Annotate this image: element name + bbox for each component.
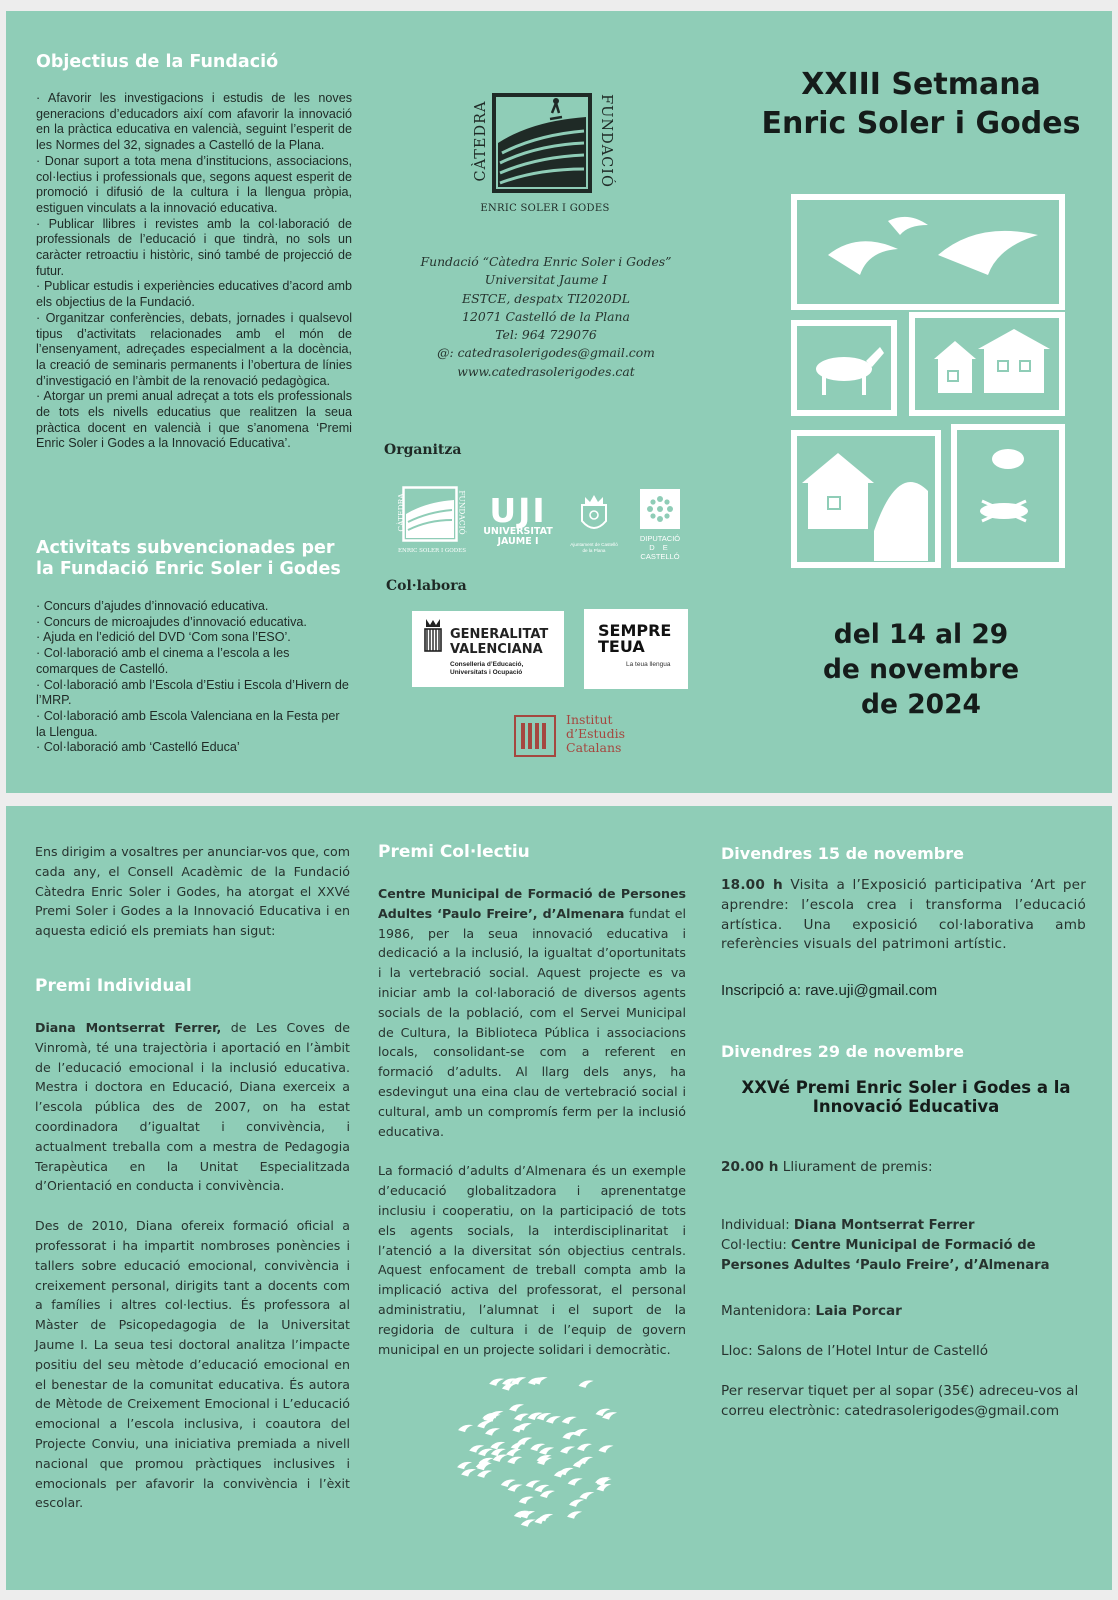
winners-list xyxy=(721,1216,1086,1275)
activitats-list xyxy=(36,599,352,756)
ajuntament-logo: Ajuntament de Castelló de la Plana xyxy=(568,491,620,554)
individual-value: Diana Montserrat Ferrer xyxy=(793,1218,975,1233)
activitats-item: · Col·laboració amb l’Escola d’Estiu i Escola d’Hivern de l’MRP. xyxy=(36,677,349,708)
gva-line2: VALENCIANA xyxy=(450,642,543,657)
bird-shape xyxy=(598,1445,613,1452)
activitats-item: · Col·laboració amb Escola Valenciana en la Festa per la Llengua. xyxy=(36,708,340,739)
day1-heading: Divendres 15 de novembre xyxy=(721,844,964,863)
col-labora-label: Col·labora xyxy=(386,578,467,594)
sempre-line2: TEUA xyxy=(598,637,645,656)
iec-emblem-icon xyxy=(514,715,556,757)
bird-shape xyxy=(602,1412,617,1419)
bird-shape xyxy=(490,1442,505,1449)
bird-shape xyxy=(579,1380,594,1387)
bird-shape xyxy=(477,1470,492,1477)
collectiu-label: Col·lectiu: xyxy=(721,1237,791,1253)
day2-title xyxy=(721,1078,1091,1116)
coat-of-arms-icon xyxy=(577,491,611,537)
bird-shape xyxy=(577,1444,592,1451)
bird-shape xyxy=(579,1492,594,1499)
collectiu-name: Centre Municipal de Formació de Persones Adultes ‘Paulo Freire’, d’Almenara xyxy=(378,886,686,921)
day2-description: Lliurament de premis: xyxy=(778,1159,933,1175)
bird-shape xyxy=(477,1421,492,1428)
mantenidora-label: Mantenidora: xyxy=(721,1303,816,1319)
bird-shape xyxy=(461,1469,476,1476)
activitats-item: · Concurs de microajudes d’innovació educativa. xyxy=(36,614,307,629)
day2-title-line2: Innovació Educativa xyxy=(812,1097,1000,1116)
bird-shape xyxy=(539,1447,554,1454)
individual-p1: de Les Coves de Vinromà, té una trajectòria i aportació en l’àmbit de l’educació emocional i la inclusió educativa. Mestra i doctora en Educació, Diana exerceix a l’escola pública des de 2007, on ha estat coordinadora d’igualtat i convivència, i actualment treballa com a mestra de Pedagogia Terapèutica en la Unitat Especialitzada d’Orientació en conducta i convivència. xyxy=(35,1020,350,1194)
objectius-item: · Publicar estudis i experiències educatives d’acord amb els objectius de la Fundació. xyxy=(36,279,352,310)
iec-line3: Catalans xyxy=(566,740,622,755)
bird-shape xyxy=(573,1460,588,1467)
dates-line2: de novembre xyxy=(822,654,1020,685)
sempre-line1: SEMPRE xyxy=(598,621,672,640)
field-engraving-icon xyxy=(492,93,592,193)
bird-shape xyxy=(485,1428,500,1435)
bird-shape xyxy=(567,1511,582,1518)
catedra-logo-left: CÀTEDRA xyxy=(473,100,489,182)
bird-shape xyxy=(506,1449,521,1456)
day1-inscripcio: Inscripció a: rave.uji@gmail.com xyxy=(721,982,938,999)
bird-shape xyxy=(568,1478,583,1485)
premi-collectiu-heading: Premi Col·lectiu xyxy=(378,842,530,862)
bird-shape xyxy=(519,1496,534,1503)
activitats-item: · Col·laboració amb el cinema a l’escola a les comarques de Castelló. xyxy=(36,646,290,676)
individual-label: Individual: xyxy=(721,1218,794,1233)
field-engraving-small-icon xyxy=(402,486,458,546)
activitats-heading: Activitats subvencionades per la Fundació Enric Soler i Godes xyxy=(36,538,341,579)
mantenidora-line xyxy=(721,1302,1086,1322)
collectiu-p1: fundat el 1986, per la seua innovació educativa i dedicació a la inclusió, la igualtat d’oportunitats i la vertebració social. Aquest projecte es va iniciar amb la col·laboració de diversos agents socials de la població, com el Servei Municipal de Cultura, la Biblioteca Pública i associacions locals, consolidant-se com a referent en formació d’adults. Al llarg dels anys, ha esdevingut una eina clau de vertebració social i cultural, amb un compromís ferm per la inclusió educativa. xyxy=(378,905,686,1139)
gva-sub2: Universitats i Ocupació xyxy=(450,669,523,676)
address-line: Fundació “Càtedra Enric Soler i Godes” xyxy=(420,254,672,269)
bird-shape xyxy=(540,1491,555,1498)
gva-line1: GENERALITAT xyxy=(450,627,549,642)
intro-paragraph: Ens dirigim a vosaltres per anunciar-vos que, com cada any, el Consell Acadèmic de la Fundació Càtedra Enric Soler i Godes, ha atorgat el XXVé Premi Soler i Godes a la Innovació Educativa i en aquesta edició els premiats han sigut: xyxy=(35,844,350,939)
lloc-line: Lloc: Salons de l’Hotel Intur de Castelló xyxy=(721,1343,989,1359)
inside-panel xyxy=(6,806,1112,1590)
uji-logo: UJI UNIVERSITAT JAUME I xyxy=(483,491,553,547)
bird-shape xyxy=(493,1454,508,1461)
activitats-item: · Col·laboració amb ‘Castelló Educa’ xyxy=(36,740,240,755)
organitza-label: Organitza xyxy=(384,442,462,458)
objectius-item: · Donar suport a tota mena d’institucions, associacions, col·lectius i professionals que, segons aquest esperit de promoció i difusió de la cultura i la llengua pròpia, estiguen vinculats a la innovació educativa. xyxy=(36,153,352,215)
generalitat-crest-icon xyxy=(422,617,444,655)
day2-title-line1: XXVé Premi Enric Soler i Godes a la xyxy=(741,1078,1071,1097)
address-line: ESTCE, despatx TI2020DL xyxy=(462,290,630,306)
birds-flock-illustration xyxy=(446,1354,626,1534)
generalitat-logo xyxy=(412,611,564,687)
iec-logo xyxy=(514,711,654,761)
gva-sub1: Conselleria d’Educació, xyxy=(450,661,524,668)
objectius-item: · Atorgar un premi anual adreçat a tots els professionals de tots els nivells educatius que realitzen la seua pràctica docent en valencià i que s’anomena ‘Premi Enric Soler i Godes a la Innovació Educativa’. xyxy=(36,389,352,451)
bird-shape xyxy=(573,1429,588,1436)
day1-text xyxy=(721,876,1086,955)
objectius-heading: Objectius de la Fundació xyxy=(36,52,279,72)
day2-heading: Divendres 29 de novembre xyxy=(721,1042,964,1061)
address-line: 12071 Castelló de la Plana xyxy=(462,308,630,324)
ceramic-tiles-illustration xyxy=(788,191,1072,569)
diputacio-logo: DIPUTACIÓ D E CASTELLÓ xyxy=(636,489,684,561)
premi-individual-heading: Premi Individual xyxy=(35,976,192,996)
iec-line1: Institut xyxy=(566,712,613,727)
bird-shape xyxy=(546,1416,561,1423)
cover-title-line2: Enric Soler i Godes xyxy=(761,106,1081,141)
premi-collectiu-text xyxy=(378,884,686,1359)
sempre-teua-logo xyxy=(584,609,688,689)
bird-shape xyxy=(514,1414,529,1421)
day1-time: 18.00 h xyxy=(721,877,783,893)
iec-line2: d’Estudis xyxy=(566,726,626,741)
dates-line3: de 2024 xyxy=(861,689,981,720)
objectius-item: · Publicar llibres i revistes amb la col·laboració de professionals de l’educació i que tindrà, no sols un caràcter retroactiu i històric, sinó també de projecció de futur. xyxy=(36,216,352,278)
mantenidora-value: Laia Porcar xyxy=(815,1303,902,1319)
objectius-list xyxy=(36,91,352,452)
bird-shape xyxy=(562,1417,577,1424)
collectiu-p2: La formació d’adults d’Almenara és un exemple d’educació globalitzadora i aprenentatge inclusiu i cooperatiu, on la participació de tots els agents socials, la interdisciplinaritat i l’atenció a la diversitat són objectius centrals. Aquest enfocament de treball compta amb la implicació activa del professorat, el personal administratiu, l’alumnat i el suport de la regidoria de cultura i de l’equip de govern municipal en un projecte solidari i democràtic. xyxy=(378,1163,686,1357)
day1-description: Visita a l’Exposició participativa ‘Art per aprendre: l’escola crea i transforma l’educació artística. Una exposició col·laborativa amb referències visuals del patrimoni artístic. xyxy=(721,877,1086,953)
diputacio-flower-icon xyxy=(640,489,680,529)
premi-individual-text xyxy=(35,1018,350,1513)
bird-shape xyxy=(478,1449,493,1456)
address-website[interactable]: www.catedrasolerigodes.cat xyxy=(457,363,635,379)
bird-shape xyxy=(554,1470,569,1477)
bird-shape xyxy=(508,1484,523,1491)
sempre-sub: La teua llengua xyxy=(626,661,671,668)
bird-shape xyxy=(511,1442,526,1449)
cover-title xyxy=(741,65,1101,143)
address-line: Tel: 964 729076 xyxy=(495,327,597,343)
collectiu-value: Centre Municipal de Formació de Persones Adultes ‘Paulo Freire’, d’Almenara xyxy=(721,1237,1050,1273)
catedra-logo xyxy=(470,89,620,224)
bird-shape xyxy=(569,1499,584,1506)
bird-shape xyxy=(458,1425,473,1432)
catedra-small-logo: CÀTEDRA FUNDACIÓ ENRIC SOLER I GODES xyxy=(390,486,470,561)
individual-name: Diana Montserrat Ferrer, xyxy=(35,1020,222,1035)
cover-dates xyxy=(741,617,1101,722)
objectius-item: · Afavorir les investigacions i estudis de les noves generacions d’educadors així com afavorir la innovació en la pràctica educativa en valencià, seguint l’esperit de les Normes del 32, signades a Castelló de la Plana. xyxy=(36,91,352,153)
bird-shape xyxy=(457,1462,472,1469)
bird-shape xyxy=(596,1484,611,1491)
reserva-text: Per reservar tiquet per al sopar (35€) adreceu-vos al correu electrònic: catedrasolerigodes@gmail.com xyxy=(721,1383,1079,1419)
bird-shape xyxy=(509,1404,524,1411)
bird-shape xyxy=(512,1425,527,1432)
individual-p2: Des de 2010, Diana ofereix formació oficial a professorat i ha impartit nombroses ponències i tallers sobre educació emocional, convivència i creixement personal, dirigits tant a docents com a famílies i altres col·lectius. És professora al Màster de Psicopedagogia de la Universitat Jaume I. La seua tesi doctoral analitza l’impacte positiu del seu mètode d’educació emocional en el benestar de la comunitat educativa. És autora de Mètode de Creixement Emocional i L’educació emocional a l’escola inclusiva, i coautora del Projecte Conviu, una iniciativa premiada a nivell nacional que promou pràctiques inclusives i emocionals per afavorir la convivència i l’èxit escolar. xyxy=(35,1218,350,1511)
bird-shape xyxy=(507,1457,522,1464)
cover-title-line1: XXIII Setmana xyxy=(801,67,1041,102)
day2-time-line xyxy=(721,1158,1086,1178)
catedra-logo-bottom: ENRIC SOLER I GODES xyxy=(480,203,610,214)
catedra-logo-right: FUNDACIÓ xyxy=(598,94,614,188)
activitats-item: · Concurs d’ajudes d’innovació educativa. xyxy=(36,599,269,613)
address-block xyxy=(406,253,686,381)
bird-shape xyxy=(521,1519,536,1526)
address-email[interactable]: @: catedrasolerigodes@gmail.com xyxy=(437,345,655,361)
cover-panel xyxy=(6,11,1112,793)
day2-time: 20.00 h xyxy=(721,1159,779,1175)
address-line: Universitat Jaume I xyxy=(484,272,608,288)
activitats-item: · Ajuda en l’edició del DVD ‘Com sona l’ESO’. xyxy=(36,630,291,645)
objectius-item: · Organitzar conferències, debats, jornades i qualsevol tipus d’activitats relacionades amb el món de l’ensenyament, adreçades especialment a la docència, la creació de seminaris permanents i l’obertura de línies d’investigació en l’àmbit de la renovació pedagògica. xyxy=(36,310,352,388)
bird-shape xyxy=(560,1446,575,1453)
bird-shape xyxy=(489,1378,504,1385)
dates-line1: del 14 al 29 xyxy=(833,619,1009,650)
